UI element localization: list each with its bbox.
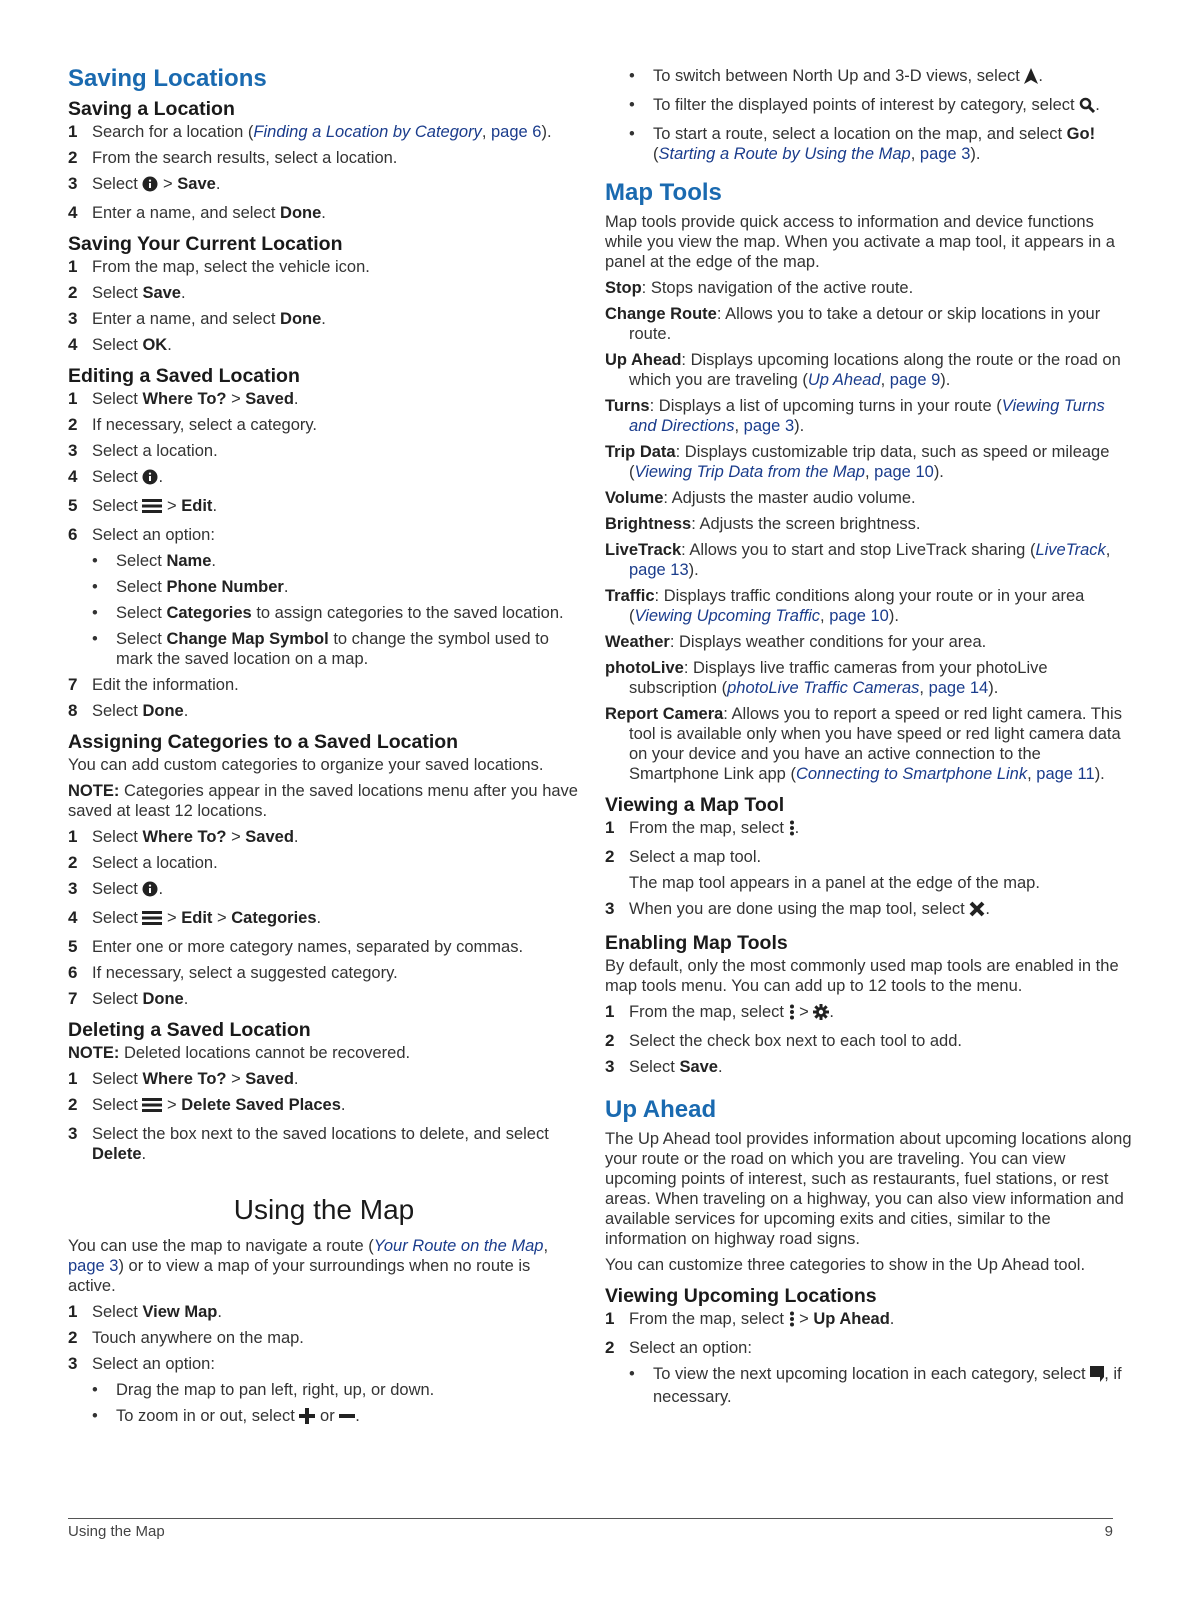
heading-viewing-upcoming-locations: Viewing Upcoming Locations bbox=[605, 1285, 877, 1307]
link-livetrack[interactable]: LiveTrack bbox=[1035, 541, 1106, 559]
list-item: • Select Change Map Symbol to change the symbol used to mark the saved location on a map. bbox=[68, 629, 580, 669]
list-item: • To filter the displayed points of interest by category, select . bbox=[605, 95, 1135, 118]
list-item: • Select Categories to assign categories to the saved location. bbox=[68, 603, 580, 623]
link-finding-location[interactable]: Finding a Location by Category bbox=[253, 123, 482, 141]
list-item: 2 Touch anywhere on the map. bbox=[68, 1328, 304, 1347]
step-note: The map tool appears in a panel at the edge of the map. bbox=[629, 874, 1040, 892]
menu-icon bbox=[142, 910, 162, 931]
list-item: 6 Select an option: bbox=[68, 525, 215, 544]
footer-page-number: 9 bbox=[1104, 1523, 1113, 1540]
link-viewing-turns[interactable]: Viewing Turns and Directions bbox=[629, 397, 1105, 435]
list-item: 3 Select the box next to the saved locations to delete, and select Delete. bbox=[68, 1124, 549, 1163]
list-item: 3 Select . bbox=[68, 879, 580, 902]
left-column bbox=[68, 60, 580, 1435]
link-page[interactable]: page 6 bbox=[490, 123, 542, 141]
minus-icon bbox=[339, 1408, 355, 1429]
link-photolive[interactable]: photoLive Traffic Cameras bbox=[727, 679, 920, 697]
list-item: 1 Search for a location (Finding a Location by Category, page 6). bbox=[68, 122, 552, 141]
list-item: 2 Select Save. bbox=[68, 283, 186, 302]
paragraph: You can customize three categories to show in the Up Ahead tool. bbox=[605, 1256, 1086, 1274]
link-page[interactable]: page 9 bbox=[889, 371, 941, 389]
list-item: 3 Enter a name, and select Done. bbox=[68, 309, 326, 328]
link-viewing-traffic[interactable]: Viewing Upcoming Traffic bbox=[634, 607, 821, 625]
term-stop: Stop: Stops navigation of the active route. bbox=[605, 279, 914, 297]
paragraph: By default, only the most commonly used map tools are enabled in the map tools menu. You can add up to 12 tools to the menu. bbox=[605, 957, 1119, 995]
heading-saving-a-location: Saving a Location bbox=[68, 98, 235, 120]
term-brightness: Brightness: Adjusts the screen brightness. bbox=[605, 515, 921, 533]
link-page[interactable]: page 14 bbox=[928, 679, 989, 697]
list-item: 1 From the map, select > . bbox=[605, 1002, 1135, 1025]
link-your-route[interactable]: Your Route on the Map bbox=[373, 1237, 544, 1255]
search-icon bbox=[1079, 97, 1095, 118]
list-item: 3 Select an option: bbox=[68, 1354, 215, 1373]
list-item: • Drag the map to pan left, right, up, or down. bbox=[68, 1380, 580, 1400]
list-item: 2 Select a location. bbox=[68, 853, 218, 872]
heading-saving-current-location: Saving Your Current Location bbox=[68, 233, 343, 255]
info-icon bbox=[142, 881, 158, 902]
paragraph: You can add custom categories to organize your saved locations. bbox=[68, 756, 544, 774]
right-column bbox=[605, 60, 1135, 1413]
list-item: 4 Enter a name, and select Done. bbox=[68, 203, 326, 222]
menu-icon bbox=[142, 1097, 162, 1118]
list-item: 3 When you are done using the map tool, select . bbox=[605, 899, 1135, 922]
paragraph: Map tools provide quick access to information and device functions while you view the map. When you activate a map tool, it appears in a panel at the edge of the map. bbox=[605, 213, 1115, 271]
list-item: 2 Select an option: bbox=[605, 1338, 752, 1357]
more-vertical-icon bbox=[789, 1004, 795, 1025]
list-item: 3 Select a location. bbox=[68, 441, 218, 460]
heading-editing-saved-location: Editing a Saved Location bbox=[68, 365, 300, 387]
footer-section-title: Using the Map bbox=[68, 1523, 165, 1540]
heading-saving-locations: Saving Locations bbox=[68, 65, 267, 92]
page-footer bbox=[68, 1518, 1113, 1540]
more-vertical-icon bbox=[789, 1311, 795, 1332]
term-change-route: Change Route: Allows you to take a detour or skip locations in your route. bbox=[605, 305, 1101, 343]
gear-icon bbox=[813, 1004, 829, 1025]
list-item: 1 Select Where To? > Saved. bbox=[68, 389, 299, 408]
list-item: 6 If necessary, select a suggested category. bbox=[68, 963, 398, 982]
heading-enabling-map-tools: Enabling Map Tools bbox=[605, 932, 788, 954]
term-livetrack: LiveTrack: Allows you to start and stop LiveTrack sharing (LiveTrack, page 13). bbox=[605, 541, 1111, 579]
list-item: 7 Edit the information. bbox=[68, 675, 239, 694]
info-icon bbox=[142, 469, 158, 490]
list-item: 1 Select Where To? > Saved. bbox=[68, 1069, 299, 1088]
info-icon bbox=[142, 176, 158, 197]
list-item: 4 Select OK. bbox=[68, 335, 172, 354]
heading-up-ahead: Up Ahead bbox=[605, 1096, 717, 1123]
heading-deleting-saved-location: Deleting a Saved Location bbox=[68, 1019, 311, 1041]
paragraph: The Up Ahead tool provides information about upcoming locations along your route or the road on which you are traveling. You can view upcoming points of interest, such as restaurants, fuel stations, or rest areas. When traveling on a highway, you can also view information and available services for upcoming exits and cities, similar to the information on highway road signs. bbox=[605, 1130, 1132, 1248]
heading-assigning-categories: Assigning Categories to a Saved Location bbox=[68, 731, 459, 753]
heading-using-the-map: Using the Map bbox=[233, 1194, 415, 1225]
list-item: 5 Select > Edit. bbox=[68, 496, 580, 519]
list-item: 1 Select Where To? > Saved. bbox=[68, 827, 299, 846]
term-photolive: photoLive: Displays live traffic cameras from your photoLive subscription (photoLive Traffic Cameras, page 14). bbox=[605, 659, 1048, 697]
list-item: 3 Select Save. bbox=[605, 1057, 723, 1076]
list-item: • Select Phone Number. bbox=[68, 577, 580, 597]
link-page[interactable]: page 10 bbox=[829, 607, 889, 625]
link-page[interactable]: page 3 bbox=[68, 1257, 119, 1275]
list-item: 2 From the search results, select a location. bbox=[68, 148, 398, 167]
note: NOTE: Categories appear in the saved locations menu after you have saved at least 12 locations. bbox=[68, 782, 578, 820]
navigation-arrow-icon bbox=[1024, 68, 1038, 89]
term-up-ahead: Up Ahead: Displays upcoming locations along the route or the road on which you are traveling (Up Ahead, page 9). bbox=[605, 351, 1121, 389]
link-up-ahead[interactable]: Up Ahead bbox=[807, 371, 881, 389]
list-item: • Select Name. bbox=[68, 551, 580, 571]
term-volume: Volume: Adjusts the master audio volume. bbox=[605, 489, 916, 507]
link-page[interactable]: page 3 bbox=[919, 145, 971, 163]
close-icon bbox=[969, 901, 985, 922]
term-trip-data: Trip Data: Displays customizable trip data, such as speed or mileage (Viewing Trip Data from the Map, page 10). bbox=[605, 443, 1110, 481]
link-page[interactable]: page 11 bbox=[1036, 765, 1095, 783]
heading-map-tools: Map Tools bbox=[605, 179, 722, 206]
list-item: • To view the next upcoming location in each category, select , if necessary. bbox=[605, 1364, 1135, 1407]
link-starting-route[interactable]: Starting a Route by Using the Map bbox=[658, 145, 911, 163]
list-item: 3 Select > Save. bbox=[68, 174, 580, 197]
list-item: 2 If necessary, select a category. bbox=[68, 415, 317, 434]
list-item: 1 From the map, select . bbox=[605, 818, 1135, 841]
list-item: • To start a route, select a location on the map, and select Go! (Starting a Route by Using the Map, page 3). bbox=[605, 124, 1135, 164]
plus-icon bbox=[299, 1408, 315, 1429]
menu-icon bbox=[142, 498, 162, 519]
list-item: 2 Select a map tool. bbox=[605, 847, 762, 866]
more-vertical-icon bbox=[789, 820, 795, 841]
list-item: • To switch between North Up and 3-D views, select . bbox=[605, 66, 1135, 89]
term-traffic: Traffic: Displays traffic conditions along your route or in your area (Viewing Upcoming Traffic, page 10). bbox=[605, 587, 1085, 625]
list-item: 8 Select Done. bbox=[68, 701, 189, 720]
list-item: 7 Select Done. bbox=[68, 989, 189, 1008]
list-item: 4 Select > Edit > Categories. bbox=[68, 908, 580, 931]
term-weather: Weather: Displays weather conditions for your area. bbox=[605, 633, 987, 651]
list-item: 1 Select View Map. bbox=[68, 1302, 222, 1321]
link-viewing-trip-data[interactable]: Viewing Trip Data from the Map bbox=[634, 463, 865, 481]
list-item: 5 Enter one or more category names, separated by commas. bbox=[68, 937, 524, 956]
list-item: 2 Select the check box next to each tool to add. bbox=[605, 1031, 962, 1050]
link-page[interactable]: page 3 bbox=[743, 417, 795, 435]
term-turns: Turns: Displays a list of upcoming turns in your route (Viewing Turns and Directions, page 3). bbox=[605, 397, 1105, 435]
term-report-camera: Report Camera: Allows you to report a speed or red light camera. This tool is available only when you have speed or red light camera data on your device and you have an active connection to the Smartphone Link app (Connecting to Smartphone Link, page 11). bbox=[605, 705, 1122, 783]
heading-viewing-map-tool: Viewing a Map Tool bbox=[605, 794, 785, 816]
link-smartphone-link[interactable]: Connecting to Smartphone Link bbox=[795, 765, 1028, 783]
bookmark-icon bbox=[1090, 1366, 1104, 1387]
list-item: • To zoom in or out, select or . bbox=[68, 1406, 580, 1429]
list-item: 1 From the map, select > Up Ahead. bbox=[605, 1309, 1135, 1332]
paragraph: You can use the map to navigate a route (Your Route on the Map, page 3) or to view a map of your surroundings when no route is active. bbox=[68, 1237, 549, 1295]
note: NOTE: Deleted locations cannot be recovered. bbox=[68, 1044, 411, 1062]
list-item: 4 Select . bbox=[68, 467, 580, 490]
list-item: 1 From the map, select the vehicle icon. bbox=[68, 257, 370, 276]
list-item: 2 Select > Delete Saved Places. bbox=[68, 1095, 580, 1118]
link-page[interactable]: page 10 bbox=[874, 463, 934, 481]
link-page[interactable]: page 13 bbox=[629, 561, 689, 579]
